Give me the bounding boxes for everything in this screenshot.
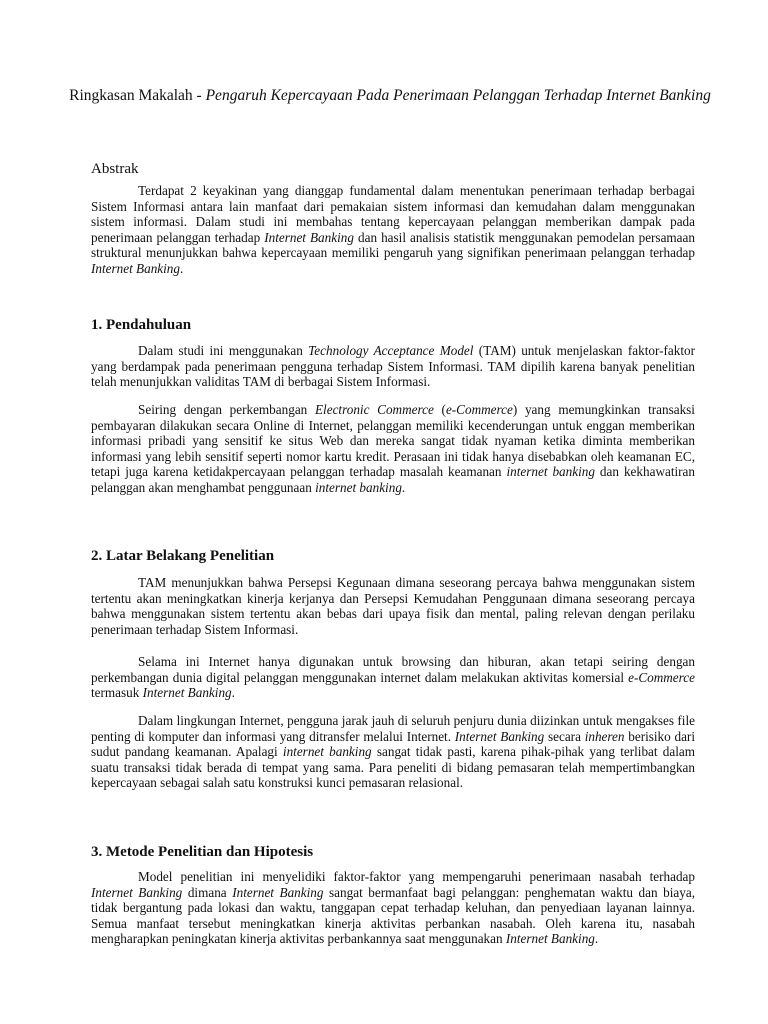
abstract-heading: Abstrak [91,161,139,177]
title-main: Pengaruh Kepercayaan Pada Penerimaan Pelanggan Terhadap Internet Banking [205,87,711,104]
section-2-heading: 2. Latar Belakang Penelitian [91,548,275,564]
section-2-paragraph-1: TAM menunjukkan bahwa Persepsi Kegunaan dimana seseorang percaya bahwa menggunakan sistem tertentu akan meningkatkan kinerja kerjanya dan Persepsi Kemudahan Penggunaan dimana seseorang percaya bahwa menggunakan sistem tertentu akan bebas dari upaya fisik dan mental, paling relevan dengan perilaku penerimaan terhadap Sistem Informasi. [91,575,695,637]
document-title [60,86,720,106]
abstract-paragraph: Terdapat 2 keyakinan yang dianggap fundamental dalam menentukan penerimaan terhadap berbagai Sistem Informasi antara lain manfaat dari pemakaian sistem informasi dan kemudahan dalam menggunakan sistem informasi. Dalam studi ini membahas tentang kepercayaan pelanggan memberikan dampak pada penerimaan pelanggan terhadap Internet Banking dan hasil analisis statistik menggunakan pemodelan persamaan struktural menunjukkan bahwa kepercayaan memiliki pengaruh yang signifikan penerimaan pelanggan terhadap Internet Banking. [91,183,695,276]
section-1-paragraph-2: Seiring dengan perkembangan Electronic Commerce (e-Commerce) yang memungkinkan transaksi pembayaran dilakukan secara Online di Internet, pelanggan memiliki kecenderungan untuk enggan memberikan informasi pribadi yang sensitif ke situs Web dan mereka sangat tidak nyaman ketika diminta memberikan informasi yang lebih sensitif seperti nomor kartu kredit. Perasaan ini tidak hanya disebabkan oleh keamanan EC, tetapi juga karena ketidakpercayaan pelanggan terhadap masalah keamanan internet banking dan kekhawatiran pelanggan akan menghambat penggunaan internet banking. [91,402,695,495]
section-1-paragraph-1: Dalam studi ini menggunakan Technology Acceptance Model (TAM) untuk menjelaskan faktor-faktor yang berdampak pada penerimaan pengguna terhadap Sistem Informasi. TAM dipilih karena banyak penelitian telah menunjukkan validitas TAM di berbagai Sistem Informasi. [91,343,695,390]
section-3-paragraph-1: Model penelitian ini menyelidiki faktor-faktor yang mempengaruhi penerimaan nasabah terhadap Internet Banking dimana Internet Banking sangat bermanfaat bagi pelanggan: penghematan waktu dan biaya, tidak bergantung pada lokasi dan waktu, tanggapan cepat terhadap keluhan, dan penyediaan layanan lainnya. Semua manfaat tersebut meningkatkan kinerja aktivitas perbankan nasabah. Oleh karena itu, nasabah mengharapkan peningkatan kinerja aktivitas perbankannya saat menggunakan Internet Banking. [91,869,695,947]
title-prefix: Ringkasan Makalah - [69,87,206,104]
section-2-paragraph-3: Dalam lingkungan Internet, pengguna jarak jauh di seluruh penjuru dunia diizinkan untuk mengakses file penting di komputer dan informasi yang ditransfer melalui Internet. Internet Banking secara inheren berisiko dari sudut pandang keamanan. Apalagi internet banking sangat tidak pasti, karena pihak-pihak yang terlibat dalam suatu transaksi tidak berada di tempat yang sama. Para peneliti di bidang pemasaran telah mempertimbangkan kepercayaan sebagai salah satu konstruksi kunci pemasaran relasional. [91,713,695,791]
section-1-heading: 1. Pendahuluan [91,317,192,333]
section-2-paragraph-2: Selama ini Internet hanya digunakan untuk browsing dan hiburan, akan tetapi seiring dengan perkembangan dunia digital pelanggan menggunakan internet dalam melakukan aktivitas komersial e-Commerce termasuk Internet Banking. [91,654,695,701]
section-3-heading: 3. Metode Penelitian dan Hipotesis [91,844,314,860]
